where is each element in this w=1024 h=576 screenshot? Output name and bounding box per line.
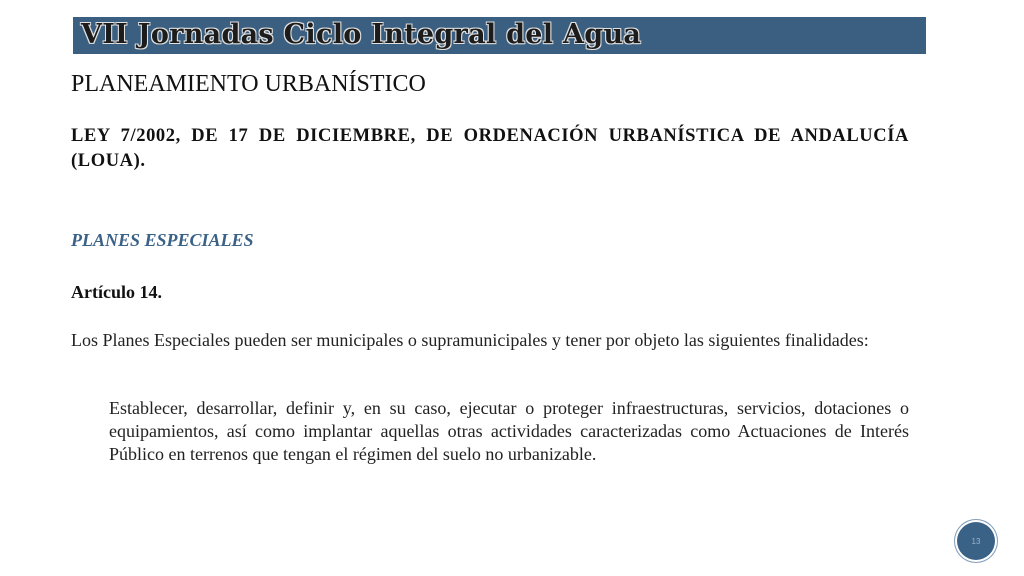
slide-title: VII Jornadas Ciclo Integral del Agua [81, 19, 642, 50]
section-title: PLANES ESPECIALES [71, 230, 254, 250]
intro-paragraph: Los Planes Especiales pueden ser municipales o supramunicipales y tener por objeto las siguientes finalidades: [71, 330, 869, 350]
article-title: Artículo 14. [71, 282, 162, 302]
slide-number-badge [957, 522, 995, 560]
slide-subtitle: PLANEAMIENTO URBANÍSTICO [71, 71, 426, 97]
title-bar [73, 17, 926, 54]
slide-number: 13 [971, 536, 981, 546]
law-title: LEY 7/2002, DE 17 DE DICIEMBRE, DE ORDENACIÓN URBANÍSTICA DE ANDALUCÍA (LOUA). [71, 126, 909, 171]
quoted-paragraph: Establecer, desarrollar, definir y, en su caso, ejecutar o proteger infraestructuras, servicios, dotaciones o equipamientos, así como implantar aquellas otras actividades caracterizadas como Actuaciones de Interés Público en terrenos que tengan el régimen del suelo no urbanizable. [109, 398, 909, 464]
